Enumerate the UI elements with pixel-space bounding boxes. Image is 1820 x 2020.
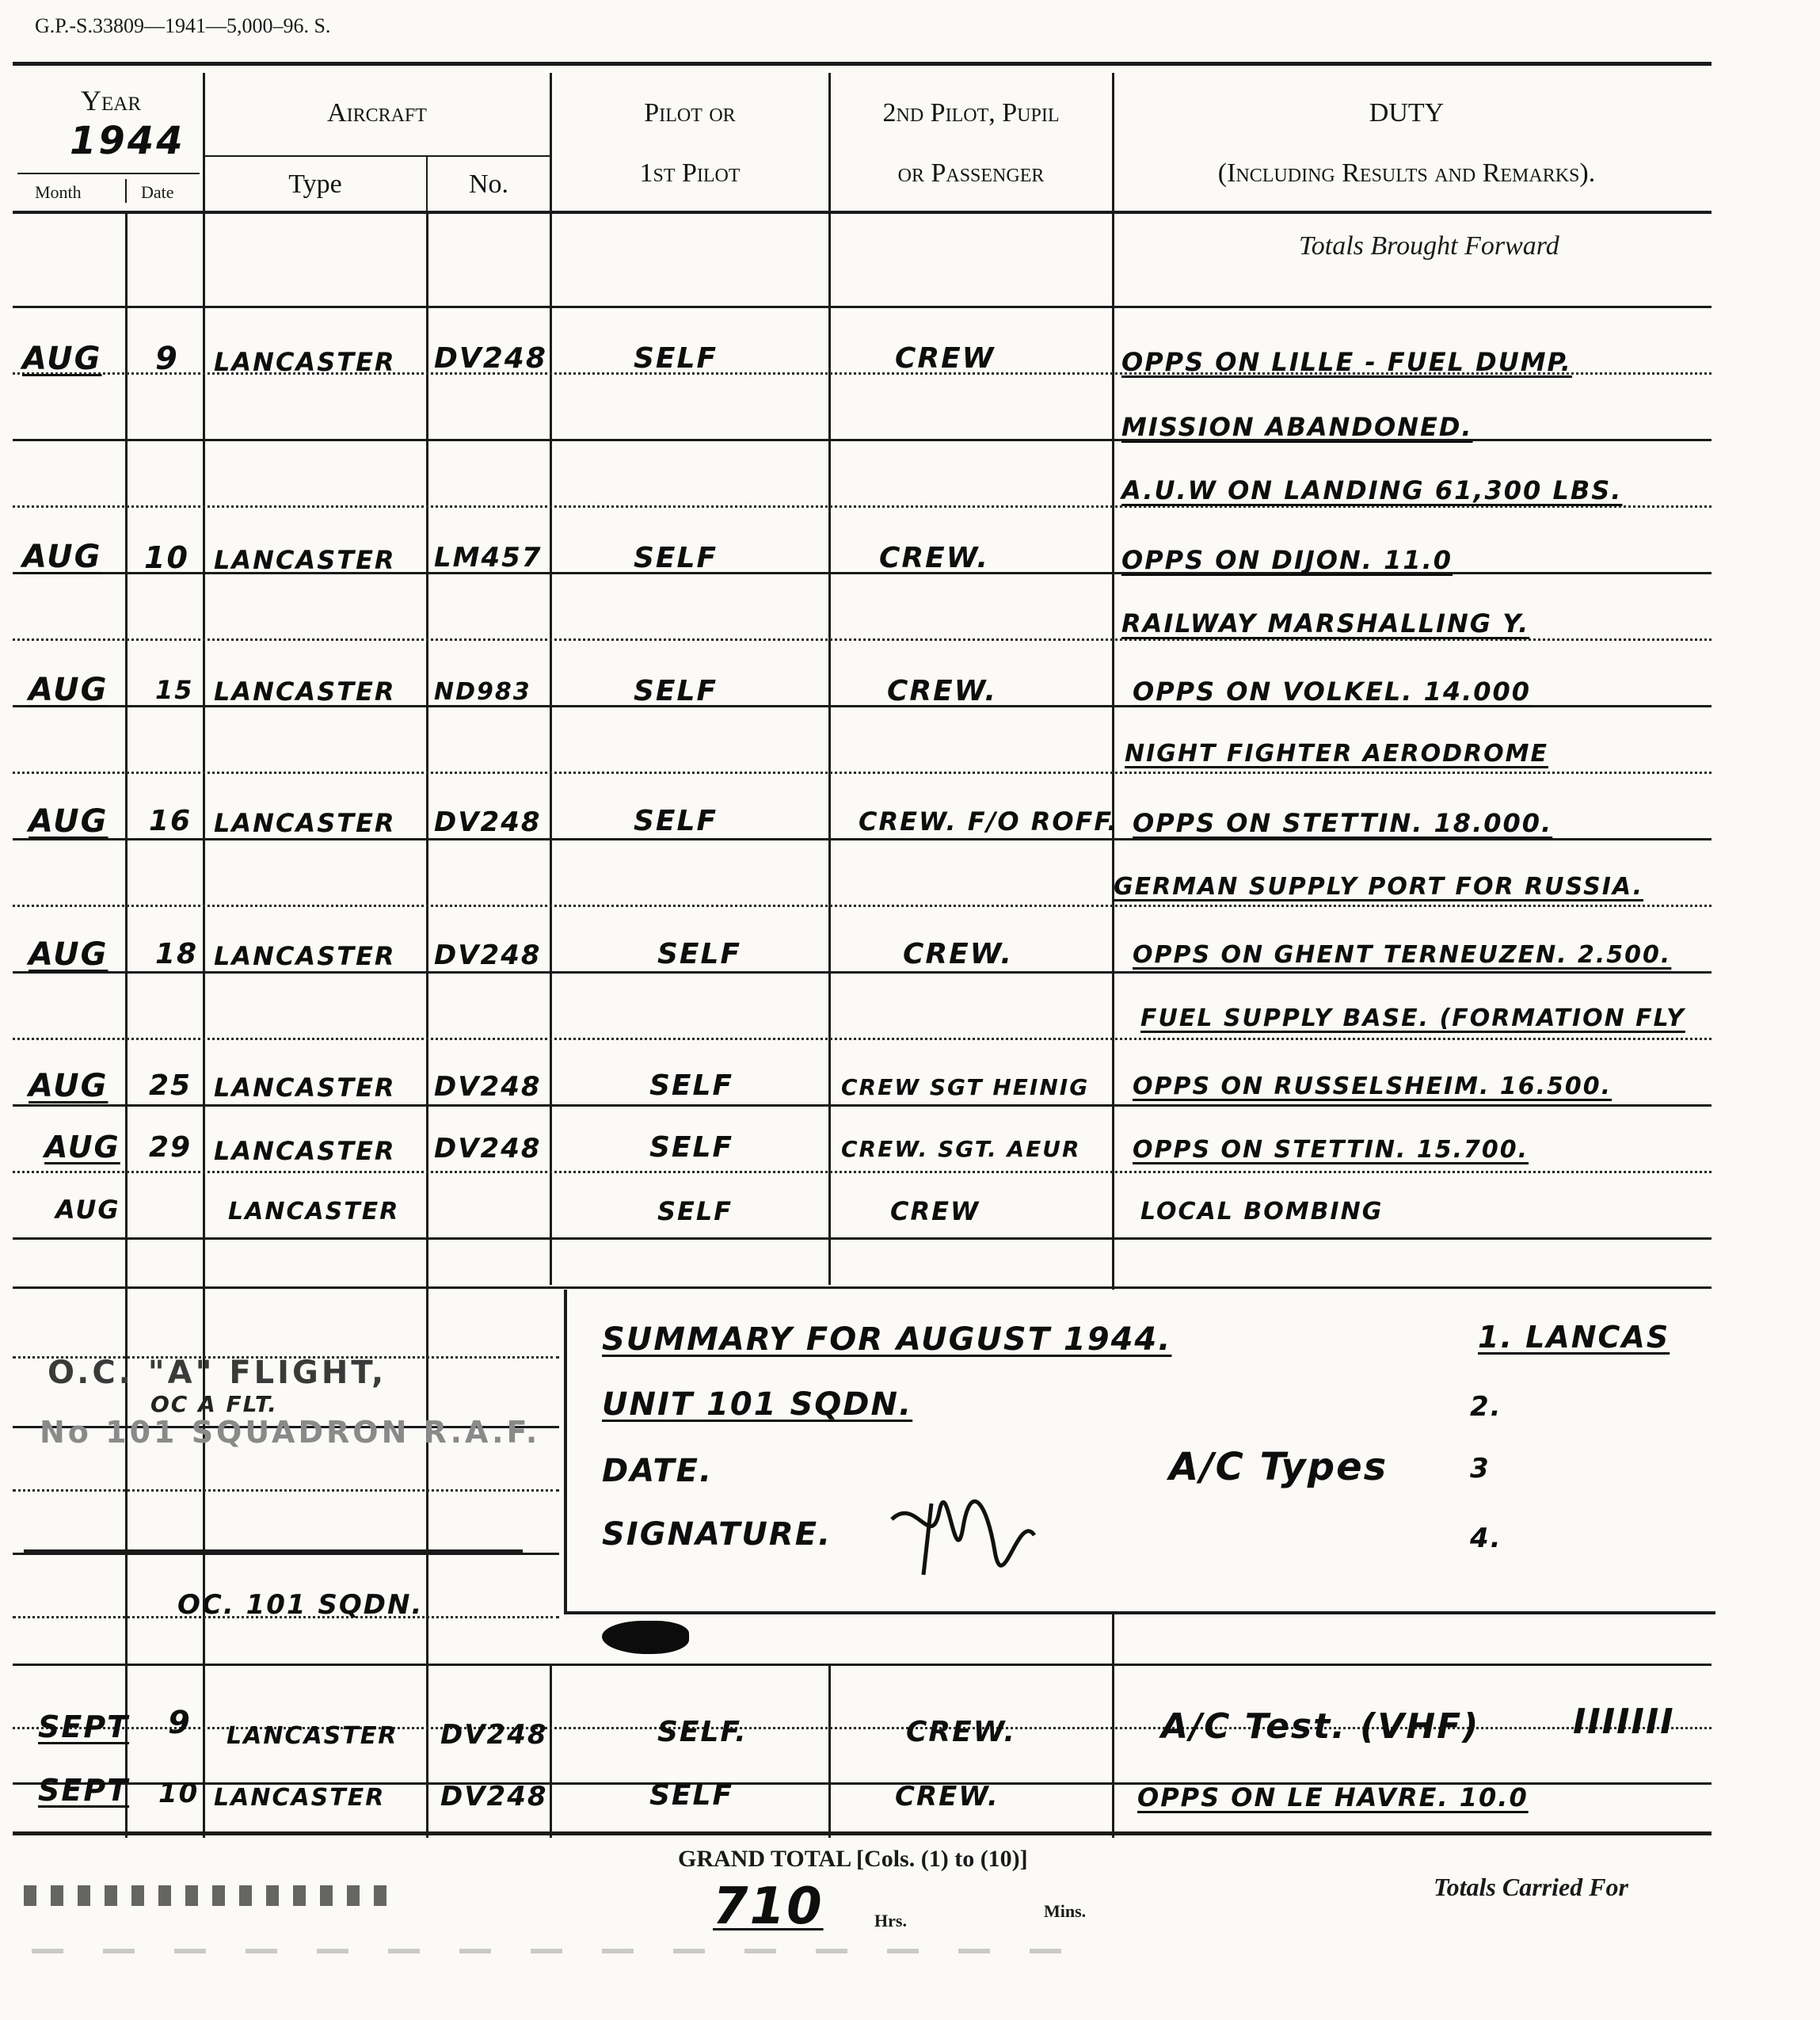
entry-no: DV248: [434, 806, 542, 838]
stamp-line1: O.C. "A" FLIGHT,: [48, 1355, 387, 1391]
entry-duty: A.U.W ON LANDING 61,300 LBS.: [1121, 475, 1623, 505]
entry-date: 29: [149, 1131, 192, 1164]
entry-second: CREW.: [906, 1716, 1016, 1748]
entry-month: AUG: [29, 936, 109, 973]
pilot-label-1: Pilot or: [644, 98, 736, 128]
entry-duty: OPPS ON VOLKEL. 14.000: [1133, 677, 1532, 707]
no-label: No.: [468, 170, 509, 199]
duty-label-1: DUTY: [1369, 98, 1445, 128]
entry-no: DV248: [434, 939, 542, 971]
entry-type: LANCASTER: [214, 808, 396, 838]
entry-duty: OPPS ON LE HAVRE. 10.0: [1137, 1782, 1529, 1812]
row-rule: [13, 1171, 1711, 1173]
entry-type: LANCASTER: [227, 1722, 398, 1750]
entry-date: 25: [149, 1069, 192, 1102]
year-rule: [17, 173, 200, 174]
entry-month: AUG: [44, 1130, 120, 1164]
entry-date: 15: [155, 675, 194, 705]
row-rule: [13, 1286, 1711, 1289]
summary-signature-label: SIGNATURE.: [602, 1516, 832, 1553]
ink-blot: [602, 1621, 689, 1654]
entry-type: LANCASTER: [214, 677, 396, 707]
entry-pilot: SELF: [634, 805, 718, 837]
top-rule: [13, 62, 1711, 66]
summary-type-4: 4.: [1470, 1523, 1502, 1554]
entry-type: LANCASTER: [214, 1784, 386, 1812]
row-rule: [13, 1664, 1711, 1666]
entry-no: DV248: [434, 342, 547, 375]
entry-pilot: SELF: [649, 1779, 734, 1812]
second-pilot-label-2: or Passenger: [897, 158, 1045, 188]
summary-date: DATE.: [602, 1453, 714, 1489]
entry-second: CREW.: [895, 1781, 999, 1812]
form-code: G.P.-S.33809—1941—5,000–96. S.: [35, 14, 331, 37]
row-rule: [13, 971, 1711, 974]
entry-type: LANCASTER: [228, 1198, 400, 1225]
entry-no: DV248: [434, 1133, 542, 1164]
entry-pilot: SELF.: [657, 1716, 748, 1748]
entry-pilot: SELF: [634, 342, 718, 375]
row-rule: [13, 1038, 1711, 1040]
entry-pilot: SELF: [649, 1131, 734, 1164]
signature-line: [24, 1549, 523, 1553]
entry-month: AUG: [22, 539, 102, 575]
entry-duty: OPPS ON LILLE - FUEL DUMP.: [1121, 347, 1572, 377]
entry-month: AUG: [55, 1195, 120, 1225]
entry-type: LANCASTER: [214, 1073, 396, 1103]
row-rule: [13, 306, 1711, 308]
entry-duty: RAILWAY MARSHALLING Y.: [1121, 608, 1530, 638]
entry-duty: OPPS ON GHENT TERNEUZEN. 2.500.: [1133, 941, 1672, 969]
row-rule: [13, 505, 1711, 508]
year-value: 1944: [70, 119, 185, 163]
entry-duty: OPPS ON DIJON. 11.0: [1121, 545, 1453, 575]
entry-type: LANCASTER: [214, 545, 396, 575]
entry-second: CREW. SGT. AEUR: [841, 1136, 1081, 1162]
row-rule: [13, 638, 1711, 641]
entry-month: AUG: [29, 672, 109, 708]
pilot-label-2: 1st Pilot: [639, 158, 741, 188]
header-bottom-rule: [13, 211, 1711, 214]
entry-month: AUG: [22, 341, 102, 377]
row-rule: [13, 1104, 1711, 1107]
col-rule-type: [426, 214, 428, 1838]
entry-pilot: SELF: [649, 1069, 734, 1102]
stamp-line2: No 101 SQUADRON R.A.F.: [40, 1415, 541, 1450]
entry-duty: LOCAL BOMBING: [1140, 1198, 1384, 1225]
entry-date: 16: [149, 805, 192, 837]
tally-marks: IIIIIII: [1573, 1702, 1675, 1742]
type-label: Type: [288, 170, 342, 199]
col-rule-no-lower: [550, 1664, 552, 1838]
entry-date: 9: [155, 341, 179, 377]
entry-second: CREW.: [903, 938, 1013, 970]
grand-total-label: GRAND TOTAL [Cols. (1) to (10)]: [678, 1846, 1028, 1872]
date-label: Date: [141, 182, 174, 202]
bleed-through-marks: [32, 1949, 1061, 1953]
oc-squadron: OC. 101 SQDN.: [177, 1589, 424, 1621]
row-rule: [13, 905, 1711, 907]
entry-no: DV248: [434, 1071, 542, 1103]
second-pilot-label-1: 2nd Pilot, Pupil: [882, 98, 1060, 128]
entry-no: DV248: [440, 1781, 548, 1812]
aircraft-rule: [204, 155, 550, 157]
row-rule: [13, 1553, 559, 1555]
entry-second: CREW: [890, 1196, 980, 1226]
col-rule-month: [125, 214, 128, 1838]
entry-month: SEPT: [38, 1773, 130, 1808]
month-date-divider: [125, 179, 127, 203]
summary-box: [564, 1290, 1715, 1614]
summary-type-2: 2.: [1470, 1391, 1502, 1423]
col-rule-no: [550, 73, 552, 1285]
entry-second: CREW.: [887, 675, 997, 707]
entry-no: DV248: [440, 1719, 548, 1751]
entry-duty: FUEL SUPPLY BASE. (FORMATION FLY: [1140, 1004, 1685, 1032]
grand-total-value: 710: [713, 1877, 824, 1936]
col-rule-pilot: [828, 73, 831, 1285]
bottom-rule: [13, 1831, 1711, 1835]
entry-pilot: SELF: [634, 542, 718, 574]
entry-month: SEPT: [38, 1709, 130, 1744]
duty-label-2: (Including Results and Remarks).: [1217, 158, 1596, 188]
summary-title: SUMMARY FOR AUGUST 1944.: [602, 1321, 1172, 1358]
col-rule-pilot-lower: [828, 1664, 831, 1838]
entry-date: 10: [144, 540, 189, 575]
summary-ac-types: A/C Types: [1169, 1445, 1388, 1489]
row-rule: [13, 1489, 559, 1492]
entry-date: 10: [158, 1778, 200, 1809]
signature-scribble: [884, 1488, 1042, 1583]
entry-type: LANCASTER: [214, 941, 396, 971]
aircraft-label: Aircraft: [327, 98, 427, 128]
entry-date: 9: [168, 1705, 192, 1741]
totals-brought-forward: Totals Brought Forward: [1299, 231, 1559, 261]
mins-label: Mins.: [1044, 1901, 1087, 1921]
entry-duty: A/C Test. (VHF): [1161, 1706, 1480, 1747]
entry-second: CREW: [895, 342, 996, 375]
col-rule-date: [203, 73, 205, 1838]
stamp-handwritten: OC A FLT.: [150, 1391, 278, 1417]
row-rule: [13, 772, 1711, 774]
entry-date: 18: [155, 938, 199, 970]
entry-second: SELF: [657, 938, 742, 970]
totals-carried-forward: Totals Carried For: [1434, 1873, 1628, 1901]
entry-second: CREW. F/O ROFF.: [859, 806, 1119, 837]
hrs-label: Hrs.: [874, 1911, 907, 1930]
entry-duty: OPPS ON RUSSELSHEIM. 16.500.: [1133, 1073, 1612, 1100]
entry-month: AUG: [29, 1068, 109, 1104]
entry-month: AUG: [29, 803, 109, 840]
row-rule: [13, 1237, 1711, 1240]
entry-type: LANCASTER: [214, 1136, 396, 1166]
summary-unit: UNIT 101 SQDN.: [602, 1386, 913, 1423]
summary-type-3: 3: [1470, 1453, 1491, 1485]
entry-duty: OPPS ON STETTIN. 18.000.: [1133, 808, 1553, 838]
entry-no: ND983: [434, 678, 531, 706]
entry-no: LM457: [434, 542, 543, 574]
summary-type-1: 1. LANCAS: [1478, 1320, 1670, 1355]
year-label: Year: [81, 85, 141, 116]
bleed-through-marks: [24, 1885, 388, 1906]
entry-pilot: SELF: [634, 675, 718, 707]
entry-duty: NIGHT FIGHTER AERODROME: [1125, 740, 1548, 768]
month-label: Month: [35, 182, 82, 202]
entry-second: CREW.: [879, 542, 989, 574]
entry-pilot: SELF: [657, 1196, 733, 1226]
entry-second: CREW SGT HEINIG: [841, 1074, 1090, 1100]
row-rule: [13, 838, 1711, 840]
entry-duty: GERMAN SUPPLY PORT FOR RUSSIA.: [1114, 873, 1644, 901]
entry-duty: OPPS ON STETTIN. 15.700.: [1133, 1136, 1529, 1164]
entry-duty: MISSION ABANDONED.: [1121, 412, 1473, 442]
entry-type: LANCASTER: [214, 347, 396, 377]
